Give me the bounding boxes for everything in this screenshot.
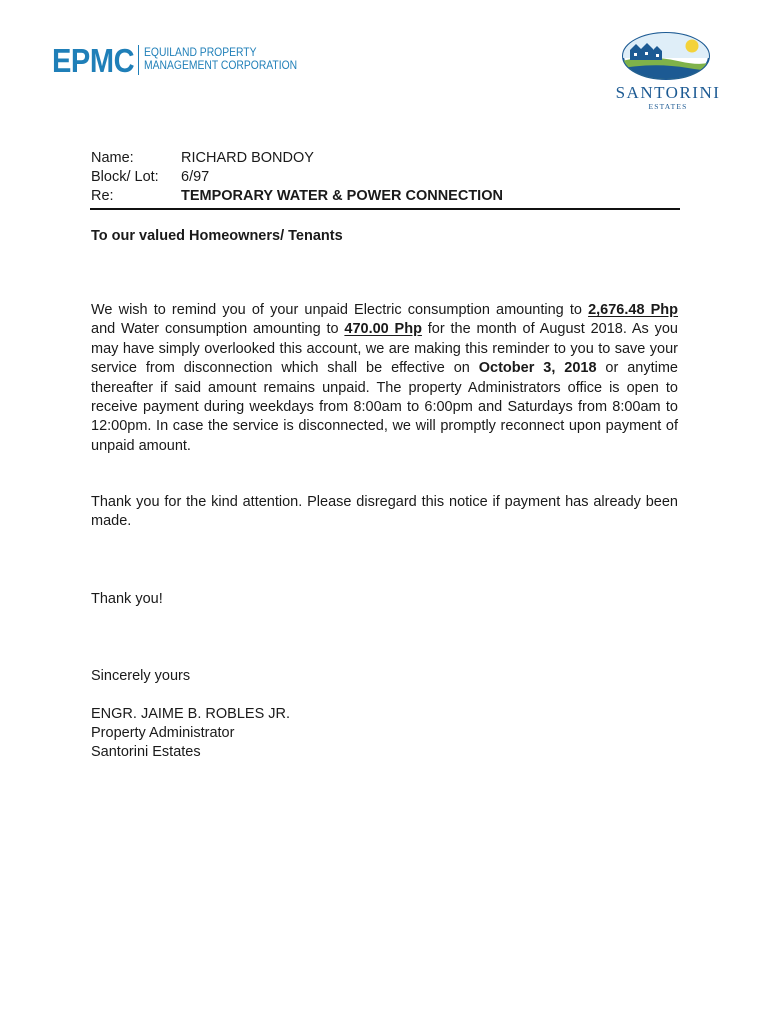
electric-amount: 2,676.48 Php <box>588 302 679 318</box>
header-rule <box>90 208 680 210</box>
santorini-name: SANTORINI <box>615 83 721 102</box>
epmc-name-line1: EQUILAND PROPERTY <box>144 47 257 59</box>
name-label: Name: <box>91 150 134 166</box>
epmc-name-line2: MANAGEMENT CORPORATION <box>144 60 298 72</box>
epmc-logo-mark: EPMC <box>52 41 135 79</box>
epmc-logo <box>52 40 314 80</box>
signatory-organization: Santorini Estates <box>91 744 201 760</box>
thank-you-line: Thank you! <box>91 591 163 607</box>
santorini-estates-logo <box>608 28 728 114</box>
name-row <box>91 149 314 168</box>
closing-line: Sincerely yours <box>91 668 191 684</box>
santorini-emblem-icon <box>608 28 728 84</box>
greeting: To our valued Homeowners/ Tenants <box>91 228 343 244</box>
re-label: Re: <box>91 188 114 204</box>
reminder-text-a: We wish to remind you of your unpaid Electric consumption amounting to <box>91 302 589 318</box>
water-amount: 470.00 Php <box>344 321 422 338</box>
signatory-title: Property Administrator <box>91 725 235 741</box>
signatory-name: ENGR. JAIME B. ROBLES JR. <box>91 706 291 722</box>
block-lot-value: 6/97 <box>181 169 210 185</box>
effective-date: October 3, 2018 <box>478 360 597 377</box>
reminder-paragraph <box>91 301 678 456</box>
reminder-text-d: or anytime thereafter if said amount remains unpaid. The property Administrators office is open to receive payment during weekdays from 8:00am to 6:00pm and Saturdays from 8:00am to 12:00pm. In case the service is disconnected, we will promptly reconnect upon payment of unpaid amount. <box>91 360 678 454</box>
block-lot-label: Block/ Lot: <box>91 169 159 185</box>
reminder-text-c: for the month of August 2018. As you may have simply overlooked this account, we are making this reminder to you to save your service from disconnection which shall be effective on <box>91 321 678 377</box>
name-value: RICHARD BONDOY <box>181 150 314 166</box>
disregard-paragraph: Thank you for the kind attention. Please disregard this notice if payment has already been made. <box>91 494 678 530</box>
epmc-company-name <box>144 47 297 73</box>
logo-divider <box>138 45 139 75</box>
re-subject: TEMPORARY WATER & POWER CONNECTION <box>181 188 503 204</box>
santorini-subtitle: ESTATES <box>648 102 688 111</box>
block-lot-row <box>91 168 209 187</box>
re-row <box>91 187 503 206</box>
reminder-text-b: and Water consumption amounting to <box>91 321 345 338</box>
